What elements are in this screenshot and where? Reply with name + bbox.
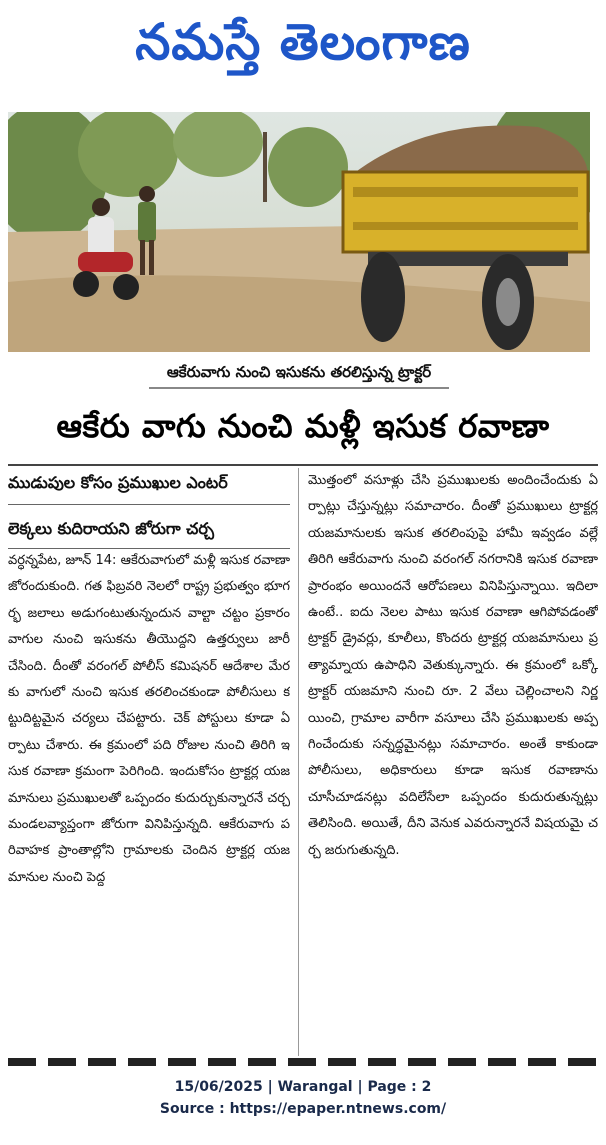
photo-caption bbox=[8, 356, 590, 394]
masthead bbox=[0, 8, 606, 88]
footer-source: Source : https://epaper.ntnews.com/ bbox=[159, 1101, 447, 1117]
cropped-next-headline bbox=[8, 1058, 598, 1066]
caption-text: ఆకేరువాగు నుంచి ఇసుకను తరలిస్తున్న ట్రాక్టర్ bbox=[149, 361, 449, 389]
article-photo bbox=[8, 112, 590, 352]
subhead-divider bbox=[8, 504, 290, 505]
article-subhead-1: ముడుపుల కోసం ప్రముఖుల ఎంటర్ bbox=[8, 472, 228, 492]
article-headline bbox=[0, 398, 606, 462]
headline-divider bbox=[8, 464, 598, 466]
newspaper-logo: నమస్తే తెలంగాణ bbox=[135, 12, 471, 71]
article-column-left: వర్ధన్నపేట, జూన్ 14: ఆకేరువాగులో మళ్లీ ఇసుక రవాణా జోరందుకుంది. గత ఫిబ్రవరి నెలలో రాష్ట్ర ప్రభుత్వం భూగర్భ జలాలు అడుగంటుతున్నందున వాల్టా చట్టం ప్రకారం వాగుల నుంచి ఇసుకను తీయొద్దని ఉత్తర్వులు జారీ చేసింది. దీంతో వరంగల్ పోలీస్ కమిషనర్ ఆదేశాల మేరకు వాగులో నుంచి ఇసుక తరలించకుండా పోలీసులు కట్టుదిట్టమైన చర్యలు చేపట్టారు. చెక్ పోస్టులు కూడా ఏర్పాటు చేశారు. ఈ క్రమంలో పది రోజుల నుంచి తిరిగి ఇసుక రవాణా క్రమంగా పెరిగింది. ఇందుకోసం ట్రాక్టర్ల యజమానులు ప్రముఖులతో ఒప్పందం కుదుర్చుకున్నారనే చర్చ మండలవ్యాప్తంగా జోరుగా వినిపిస్తున్నది. ఆకేరువాగు పరివాహక ప్రాంతాల్లోని గ్రామాలకు చెందిన ట్రాక్టర్ల యజమానుల నుంచి పెద్ద bbox=[8, 553, 290, 885]
page-footer bbox=[0, 1076, 606, 1136]
article-column-right: మొత్తంలో వసూళ్లు చేసి ప్రముఖులకు అందించేందుకు ఏర్పాట్లు చేస్తున్నట్లు సమాచారం. దీంతో ప్రముఖులు ట్రాక్టర్ల యజమానులకు ఇసుక తరలింపుపై హామీ ఇవ్వడం వల్లే తిరిగి ఆకేరువాగు నుంచి వరంగల్ నగరానికి ఇసుక రవాణా ప్రారంభం అయిందనే ఆరోపణలు వినిపిస్తున్నాయి. ఇదిలా ఉంటే.. ఐదు నెలల పాటు ఇసుక రవాణా ఆగిపోవడంతో ట్రాక్టర్ డ్రైవర్లు, కూలీలు, కొందరు ట్రాక్టర్ల యజమానులు ప్రత్యామ్నాయ ఉపాధిని వెతుక్కున్నారు. ఈ క్రమంలో ఒక్కో ట్రాక్టర్ యజమాని నుంచి రూ. 2 వేలు చెల్లించాలని నిర్ణయించి, గ్రామాల వారీగా వసూలు చేసి ప్రముఖులకు అప్పగించేందుకు సన్నద్ధమైనట్లు సమాచారం. అంతే కాకుండా పోలీసులు, అధికారులు కూడా ఇసుక రవాణాను చూసీచూడనట్లు వదిలేసేలా ఒప్పందం కుదురుతున్నట్లు తెలిసింది. అయితే, దీని వెనుక ఎవరున్నారనే విషయమై చర్చ జరుగుతున్నది. bbox=[308, 473, 598, 858]
column-divider bbox=[298, 468, 299, 1056]
headline-text: ఆకేరు వాగు నుంచి మళ్లీ ఇసుక రవాణా bbox=[56, 407, 550, 445]
footer-date-edition: 15/06/2025 | Warangal | Page : 2 bbox=[174, 1079, 432, 1095]
article-subhead-2: లెక్కలు కుదిరాయని జోరుగా చర్చ bbox=[8, 518, 214, 538]
